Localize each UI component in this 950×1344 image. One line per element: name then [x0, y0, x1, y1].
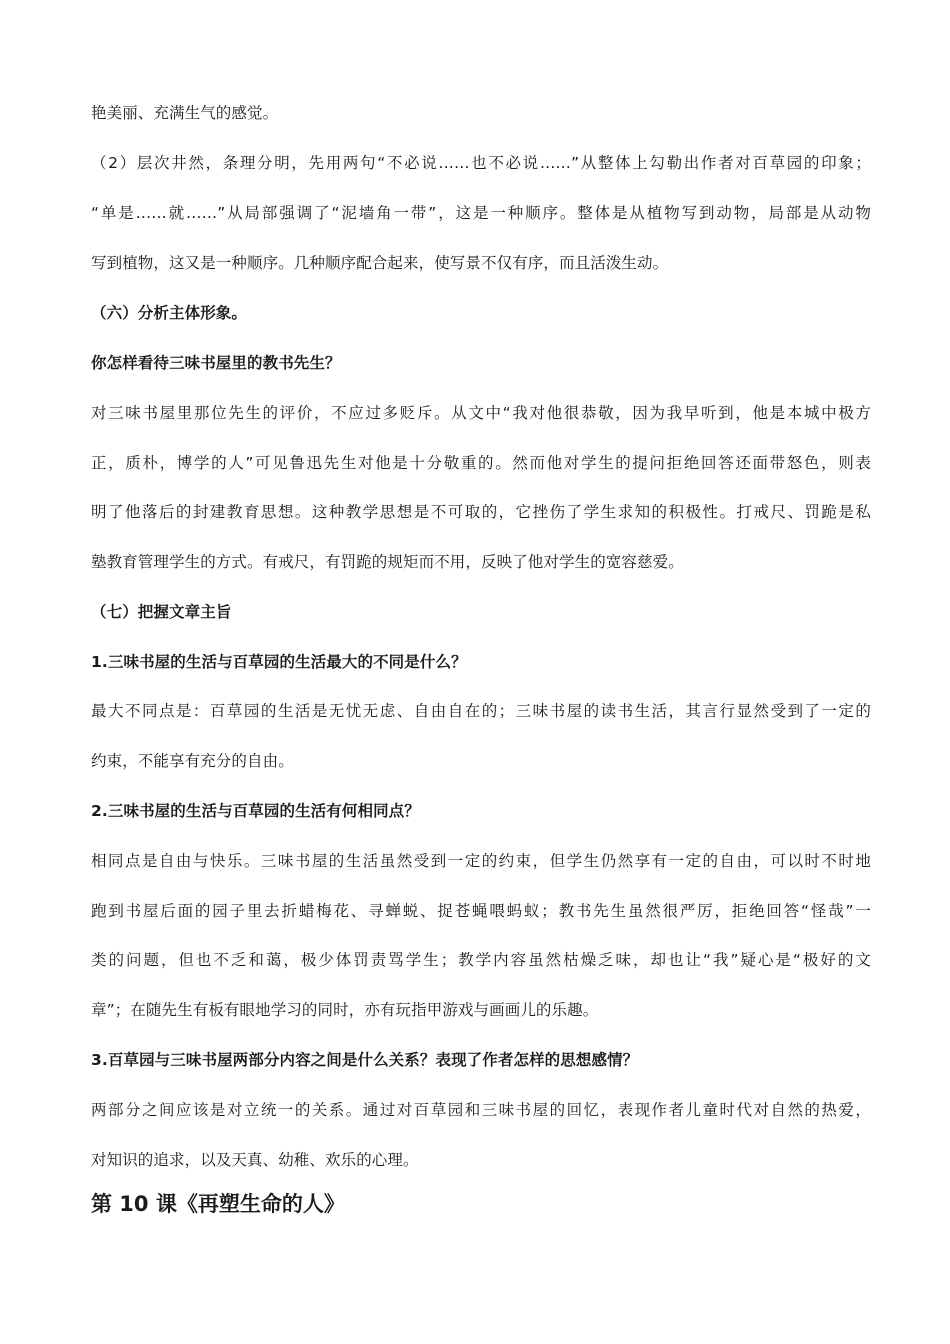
text-line-18: 类的问题，但也不乏和蔼，极少体罚责骂学生；教学内容虽然枯燥乏味，却也让“我”疑心是“极好的文	[91, 951, 871, 969]
text-line-7: 对三味书屋里那位先生的评价，不应过多贬斥。从文中“我对他很恭敬，因为我早听到，他是本城中极方	[91, 404, 871, 422]
text-line-17: 跑到书屋后面的园子里去折蜡梅花、寻蝉蜕、捉苍蝇喂蚂蚁；教书先生虽然很严厉，拒绝回答“怪哉”一	[91, 902, 871, 920]
text-line-9: 明了他落后的封建教育思想。这种教学思想是不可取的，它挫伤了学生求知的积极性。打戒尺、罚跪是私	[91, 503, 871, 521]
question-1: 1.三味书屋的生活与百草园的生活最大的不同是什么？	[91, 653, 467, 671]
lesson-heading: 第 10 课《再塑生命的人》	[91, 1192, 345, 1216]
text-line-13: 最大不同点是：百草园的生活是无忧无虑、自由自在的；三味书屋的读书生活，其言行显然受到了一定的	[91, 702, 871, 720]
question-3: 3.百草园与三味书屋两部分内容之间是什么关系？表现了作者怎样的思想感情？	[91, 1051, 639, 1069]
text-line-21: 两部分之间应该是对立统一的关系。通过对百草园和三味书屋的回忆，表现作者儿童时代对自然的热爱，	[91, 1101, 871, 1119]
text-line-16: 相同点是自由与快乐。三味书屋的生活虽然受到一定的约束，但学生仍然享有一定的自由，可以时不时地	[91, 852, 871, 870]
text-line-3: “单是……就……”从局部强调了“泥墙角一带”，这是一种顺序。整体是从植物写到动物，局部是从动物	[91, 204, 871, 222]
text-line-10: 塾教育管理学生的方式。有戒尺，有罚跪的规矩而不用，反映了他对学生的宽容慈爱。	[91, 553, 684, 571]
text-line-2: （2）层次井然，条理分明，先用两句“不必说……也不必说……”从整体上勾勒出作者对百草园的印象；	[91, 154, 871, 172]
text-line-8: 正，质朴，博学的人”可见鲁迅先生对他是十分敬重的。然而他对学生的提问拒绝回答还面带怒色，则表	[91, 454, 871, 472]
text-line-19: 章”；在随先生有板有眼地学习的同时，亦有玩指甲游戏与画画儿的乐趣。	[91, 1001, 599, 1019]
question-teacher: 你怎样看待三味书屋里的教书先生？	[91, 354, 341, 372]
text-line-4: 写到植物，这又是一种顺序。几种顺序配合起来，使写景不仅有序，而且活泼生动。	[91, 254, 669, 272]
section-title-6: （六）分析主体形象。	[91, 304, 248, 322]
text-line-1: 艳美丽、充满生气的感觉。	[91, 104, 279, 122]
question-2: 2.三味书屋的生活与百草园的生活有何相同点？	[91, 802, 420, 820]
text-line-14: 约束，不能享有充分的自由。	[91, 752, 294, 770]
section-title-7: （七）把握文章主旨	[91, 603, 232, 621]
text-line-22: 对知识的追求，以及天真、幼稚、欢乐的心理。	[91, 1151, 419, 1169]
